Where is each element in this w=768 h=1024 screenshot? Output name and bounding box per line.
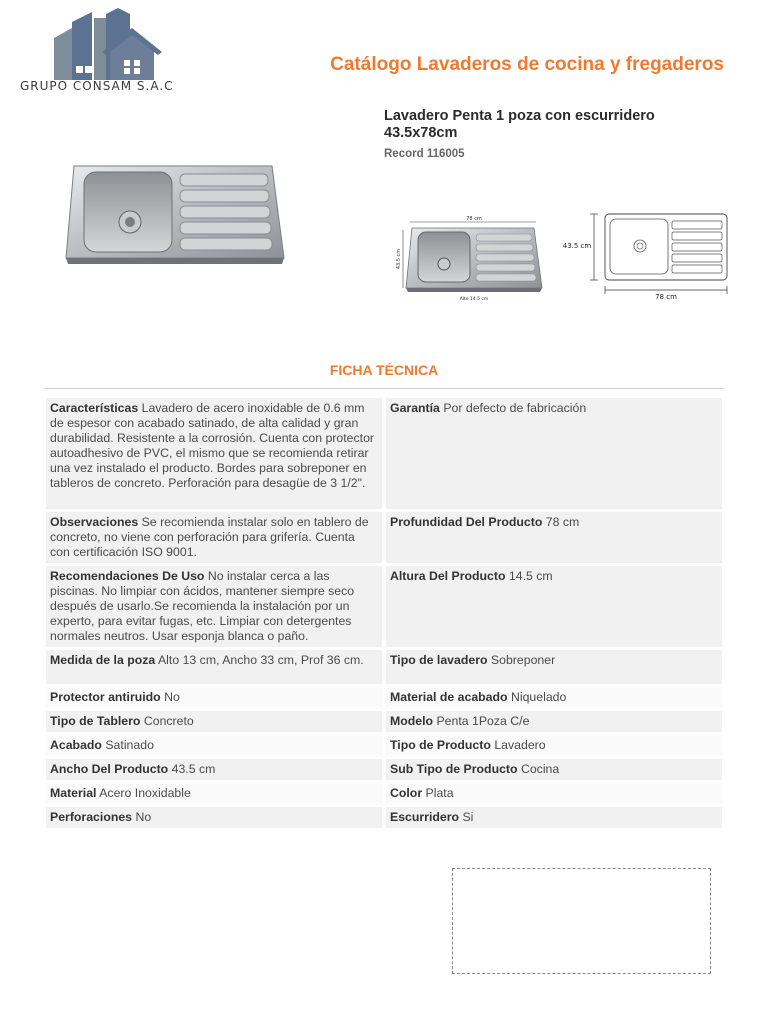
spec-value: Sobreponer: [490, 653, 556, 667]
spec-value: Lavadero: [494, 738, 546, 752]
spec-label: Medida de la poza: [50, 653, 156, 667]
company-logo: [18, 8, 193, 96]
spec-cell: [46, 735, 382, 756]
spec-row: [46, 398, 722, 509]
spec-cell: [46, 687, 382, 708]
spec-value: Si: [462, 810, 474, 824]
spec-value: No: [164, 690, 180, 704]
spec-cell: [46, 783, 382, 804]
spec-row: [46, 759, 722, 780]
spec-row: [46, 512, 722, 563]
sink-dimension-diagram: [394, 214, 544, 309]
spec-cell: [386, 512, 722, 563]
spec-value: Niquelado: [510, 690, 567, 704]
spec-value: Lavadero de acero inoxidable de 0.6 mm de espesor con acabado satinado, de alta calidad y gran durabilidad. Resistente a la corrosión. Cuenta con protector autoadhesivo de PVC, el mismo que se recomienda retirar una vez instalado el producto. Bordes para sobreponer en tableros de concreto. Perforación para desagüe de 3 1/2".: [50, 401, 375, 490]
spec-value: Penta 1Poza C/e: [436, 714, 530, 728]
spec-row: [46, 650, 722, 684]
spec-row: [46, 735, 722, 756]
spec-cell: [386, 807, 722, 828]
spec-label: Tipo de Tablero: [50, 714, 141, 728]
spec-value: No: [135, 810, 152, 824]
section-divider: [44, 388, 724, 389]
spec-cell: [46, 566, 382, 647]
spec-label: Escurridero: [390, 810, 460, 824]
spec-cell: [386, 735, 722, 756]
spec-cell: [386, 566, 722, 647]
spec-label: Material de acabado: [390, 690, 508, 704]
spec-label: Tipo de Producto: [390, 738, 491, 752]
spec-cell: [386, 398, 722, 509]
spec-cell: [386, 650, 722, 684]
spec-cell: [386, 759, 722, 780]
spec-label: Perforaciones: [50, 810, 133, 824]
spec-row: [46, 566, 722, 647]
spec-label: Garantía: [390, 401, 440, 415]
spec-label: Material: [50, 786, 97, 800]
top-width-label: 78 cm: [655, 293, 677, 301]
spec-label: Recomendaciones De Uso: [50, 569, 205, 583]
spec-value: Concreto: [143, 714, 194, 728]
spec-row: [46, 687, 722, 708]
spec-value: Plata: [425, 786, 454, 800]
spec-label: Acabado: [50, 738, 102, 752]
product-photo: [62, 158, 286, 273]
spec-label: Características: [50, 401, 139, 415]
spec-value: Por defecto de fabricación: [443, 401, 587, 415]
spec-value: Acero Inoxidable: [99, 786, 191, 800]
spec-label: Sub Tipo de Producto: [390, 762, 518, 776]
catalog-title: Catálogo Lavaderos de cocina y fregaderos: [330, 54, 724, 75]
spec-value: No instalar cerca a las piscinas. No limpiar con ácidos, mantener siempre seco después de usarlo.Se recomienda la instalación por un experto, para evitar fugas, etc. Limpiar con detergentes normales neutros. Usar esponja blanca o paño.: [50, 569, 355, 643]
spec-cell: [46, 711, 382, 732]
spec-label: Modelo: [390, 714, 434, 728]
spec-cell: [386, 711, 722, 732]
height-label: 43.5 cm: [396, 248, 402, 270]
spec-value: 14.5 cm: [508, 569, 553, 583]
spec-table: [46, 398, 722, 831]
spec-label: Color: [390, 786, 423, 800]
spec-label: Ancho Del Producto: [50, 762, 169, 776]
spec-cell: [46, 807, 382, 828]
depth-label: Alto 14.5 cm: [459, 297, 489, 302]
spec-cell: [386, 783, 722, 804]
spec-value: Se recomienda instalar solo en tablero de concreto, no viene con perforación para grifería. Cuenta con certificación ISO 9001.: [50, 515, 369, 559]
spec-value: 78 cm: [545, 515, 580, 529]
spec-cell: [46, 759, 382, 780]
top-height-label: 43.5 cm: [562, 242, 592, 250]
product-code: Record 116005: [384, 148, 465, 160]
spec-label: Protector antiruido: [50, 690, 161, 704]
spec-value: Satinado: [105, 738, 154, 752]
spec-cell: [46, 512, 382, 563]
spec-label: Altura Del Producto: [390, 569, 506, 583]
spec-row: [46, 783, 722, 804]
spec-cell: [46, 398, 382, 509]
stamp-placeholder-box: [452, 868, 711, 974]
spec-cell: [46, 650, 382, 684]
sink-top-view-diagram: [560, 206, 735, 311]
product-title: Lavadero Penta 1 poza con escurridero 43.5x78cm: [384, 108, 655, 141]
spec-cell: [386, 687, 722, 708]
spec-sheet-title: FICHA TÉCNICA: [329, 362, 439, 378]
spec-value: Alto 13 cm, Ancho 33 cm, Prof 36 cm.: [157, 653, 364, 667]
width-label: 78 cm: [466, 216, 482, 222]
spec-row: [46, 807, 722, 828]
spec-row: [46, 711, 722, 732]
spec-label: Tipo de lavadero: [390, 653, 488, 667]
spec-label: Observaciones: [50, 515, 139, 529]
spec-value: Cocina: [520, 762, 560, 776]
spec-value: 43.5 cm: [171, 762, 216, 776]
buildings-logo-icon: [54, 8, 166, 80]
company-name: GRUPO CONSAM S.A.C: [20, 79, 174, 93]
spec-label: Profundidad Del Producto: [390, 515, 543, 529]
